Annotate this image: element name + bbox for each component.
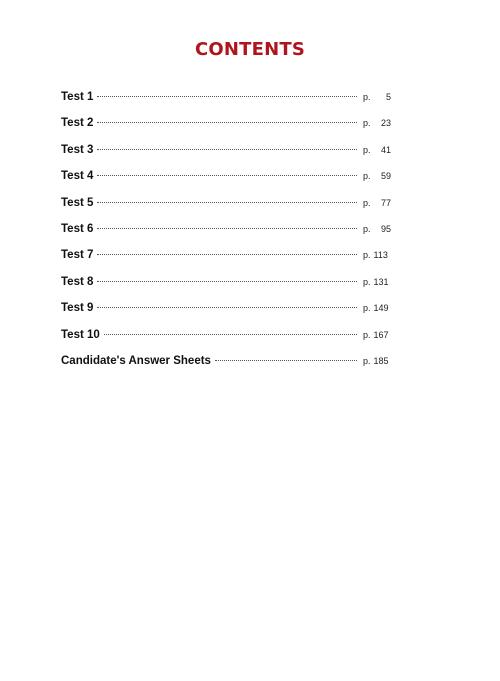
toc-entry-label: Test 9: [61, 302, 94, 315]
page-value: 77: [380, 197, 391, 208]
toc-page-number: [363, 277, 391, 287]
page-value: 185: [373, 355, 389, 366]
toc-page-number: [363, 118, 391, 128]
toc-entry-label: Test 6: [61, 222, 94, 235]
page-prefix: p.: [363, 92, 371, 102]
toc-entry-test-1[interactable]: [61, 91, 391, 117]
table-of-contents: [61, 91, 391, 381]
dot-leader: [97, 122, 357, 123]
toc-entry-label: Test 8: [61, 275, 94, 288]
dot-leader: [97, 202, 357, 203]
page-prefix: p.: [363, 144, 371, 155]
toc-entry-test-10[interactable]: [61, 329, 391, 355]
toc-entry-label: Test 10: [61, 328, 100, 341]
toc-page-number: [363, 171, 391, 181]
dot-leader: [97, 307, 357, 308]
toc-entry-label: Test 3: [61, 143, 94, 156]
toc-entry-label: Test 5: [61, 196, 94, 209]
page-title: CONTENTS: [194, 39, 306, 60]
page-value: 5: [385, 92, 391, 102]
page-value: 131: [373, 276, 389, 287]
toc-entry-test-5[interactable]: [61, 197, 391, 223]
page-prefix: p.: [363, 303, 371, 314]
page-value: 149: [373, 303, 389, 314]
page-value: 113: [373, 250, 388, 261]
toc-page-number: [363, 330, 391, 340]
toc-page-number: [363, 303, 391, 313]
dot-leader: [97, 228, 357, 229]
dot-leader: [104, 334, 357, 335]
toc-page-number: [363, 92, 391, 102]
dot-leader: [215, 360, 357, 361]
page-prefix: p.: [363, 276, 371, 287]
page-value: 167: [373, 329, 389, 340]
toc-entry-test-2[interactable]: [61, 117, 391, 143]
toc-entry-answer-sheets[interactable]: [61, 355, 391, 381]
page-prefix: p.: [363, 355, 371, 366]
toc-entry-test-3[interactable]: [61, 144, 391, 170]
dot-leader: [97, 175, 357, 176]
toc-page-number: [363, 224, 391, 234]
page-prefix: p.: [363, 250, 371, 261]
page-prefix: p.: [363, 171, 371, 182]
page-prefix: p.: [363, 197, 371, 208]
toc-entry-label: Candidate's Answer Sheets: [61, 354, 211, 367]
page-prefix: p.: [363, 118, 371, 129]
toc-entry-label: Test 7: [61, 249, 94, 262]
toc-entry-label: Test 2: [61, 117, 94, 130]
toc-entry-test-9[interactable]: [61, 302, 391, 328]
dot-leader: [97, 149, 357, 150]
toc-page-number: [363, 356, 391, 366]
dot-leader: [97, 96, 357, 97]
toc-entry-test-7[interactable]: [61, 249, 391, 275]
page-value: 23: [380, 118, 391, 129]
dot-leader: [97, 254, 357, 255]
toc-page-number: [363, 145, 391, 155]
toc-page-number: [363, 198, 391, 208]
page-prefix: p.: [363, 329, 371, 340]
toc-entry-test-4[interactable]: [61, 170, 391, 196]
toc-entry-label: Test 4: [61, 170, 94, 183]
toc-entry-label: Test 1: [61, 91, 94, 103]
page-prefix: p.: [363, 223, 371, 234]
page-value: 95: [380, 223, 391, 234]
toc-entry-test-8[interactable]: [61, 276, 391, 302]
toc-entry-test-6[interactable]: [61, 223, 391, 249]
toc-page-number: [363, 250, 391, 260]
page-value: 59: [380, 171, 391, 182]
dot-leader: [97, 281, 357, 282]
page-value: 41: [380, 144, 391, 155]
